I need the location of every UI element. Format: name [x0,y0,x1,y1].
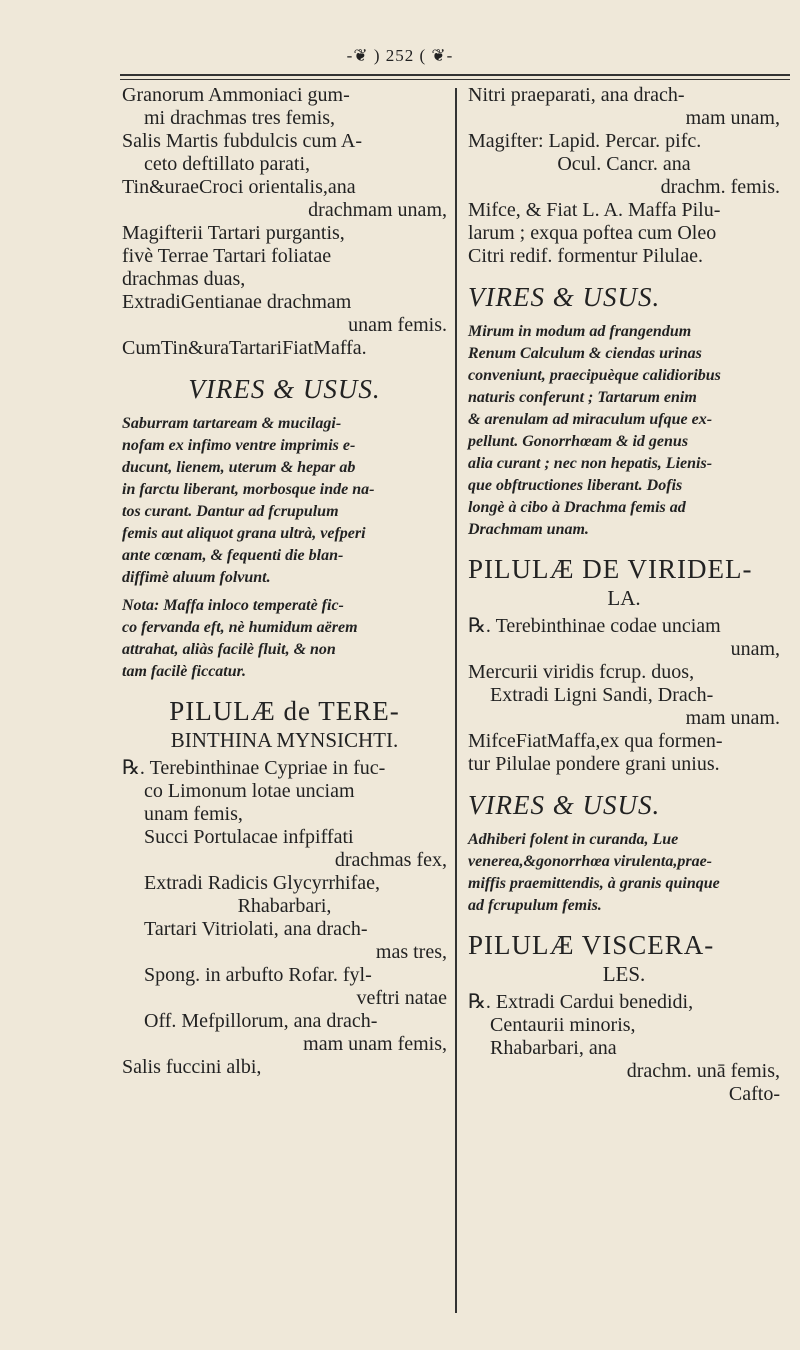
recipe-subtitle: LES. [602,962,646,986]
ingredient-line: tur Pilulae pondere grani unius. [468,753,720,775]
ingredient-line: drachmam unam, [308,199,447,221]
ingredient-line: ℞. Extradi Cardui benedidi, [468,991,694,1013]
ingredient-line: veftri natae [356,987,447,1009]
text-line: & arenulam ad miraculum ufque ex- [468,411,713,428]
catchword: Cafto- [728,1083,780,1105]
text-line: Adhiberi folent in curanda, Lue [468,831,679,848]
text-line: que obftructiones liberant. Dofis [468,477,683,494]
ingredient-line: Nitri praeparati, ana drach- [468,84,685,106]
recipe-title: PILULÆ de TERE- [169,696,400,726]
note-line: attrahat, aliàs facilè fluit, & non [122,641,336,658]
recipe-subtitle: BINTHINA MYNSICHTI. [170,728,399,752]
text-line: conveniunt, praecipuèque calidioribus [468,367,721,384]
ingredient-line: Spong. in arbufto Rofar. fyl- [144,964,372,986]
header-rule [120,74,790,76]
ingredient-line: Granorum Ammoniaci gum- [122,84,350,106]
note-line: co fervanda eft, nè humidum aërem [122,619,358,636]
text-line: longè à cibo à Drachma femis ad [468,499,686,516]
ingredient-line: mas tres, [375,941,447,963]
right-column [468,84,780,1106]
text-line: diffimè aluum folvunt. [122,569,271,586]
page-header: -❦ ) 252 ( ❦- [346,46,454,65]
text-line: alia curant ; nec non hepatis, Lienis- [468,455,713,472]
text-line: venerea,&gonorrhœa virulenta,prae- [468,853,712,870]
ingredient-line: ceto deftillato parati, [144,153,311,175]
text-line: ad fcrupulum femis. [468,897,602,914]
text-line: pellunt. Gonorrhœam & id genus [468,433,689,450]
section-heading: VIRES & USUS. [468,790,661,820]
text-line: in farctu liberant, morbosque inde na- [122,481,375,498]
text-line: tos curant. Dantur ad fcrupulum [122,503,339,520]
ingredient-line: mi drachmas tres femis, [144,107,336,129]
ingredient-line: drachm. unā femis, [626,1060,780,1082]
ingredient-line: mam unam, [685,107,780,129]
ingredient-line: co Limonum lotae unciam [144,780,355,802]
ingredient-line: Salis fuccini albi, [122,1056,262,1078]
ingredient-line: Extradi Ligni Sandi, Drach- [490,684,714,706]
ingredient-line: ℞. Terebinthinae codae unciam [468,615,721,637]
ingredient-line: larum ; exqua poftea cum Oleo [468,222,717,244]
text-line: Drachmam unam. [468,521,589,538]
ingredient-line: drachmas duas, [122,268,246,290]
ingredient-line: Ocul. Cancr. ana [557,153,691,175]
ingredient-line: Mercurii viridis fcrup. duos, [468,661,695,683]
section-heading: VIRES & USUS. [468,282,661,312]
ingredient-line: drachm. femis. [660,176,780,198]
ingredient-line: Tartari Vitriolati, ana drach- [144,918,368,940]
ingredient-line: Salis Martis fubdulcis cum A- [122,130,362,152]
text-line: nofam ex infimo ventre imprimis e- [122,437,356,454]
ingredient-line: Tin&uraeCroci orientalis,ana [122,176,356,198]
ingredient-line: fivè Terrae Tartari foliatae [122,245,332,267]
text-line: ducunt, lienem, uterum & hepar ab [122,459,356,476]
section-heading: VIRES & USUS. [188,374,381,404]
ingredient-line: Mifce, & Fiat L. A. Maffa Pilu- [468,199,721,221]
text-line: Renum Calculum & ciendas urinas [468,345,702,362]
text-line: miffis praemittendis, à granis quinque [468,875,720,892]
ingredient-line: Centaurii minoris, [490,1014,636,1036]
recipe-title: PILULÆ VISCERA- [468,930,715,960]
ingredient-line: Rhabarbari, [237,895,332,917]
ingredient-line: mam unam femis, [303,1033,447,1055]
ingredient-line: unam femis. [348,314,447,336]
column-divider [455,88,457,1313]
header-rule-thin [120,79,790,80]
ingredient-line: Citri redif. formentur Pilulae. [468,245,703,267]
text-line: naturis conferunt ; Tartarum enim [468,389,697,406]
ingredient-line: unam femis, [144,803,243,825]
ingredient-line: Rhabarbari, ana [490,1037,617,1059]
recipe-title: PILULÆ DE VIRIDEL- [468,554,753,584]
ingredient-line: Magifterii Tartari purgantis, [122,222,345,244]
ingredient-line: Extradi Radicis Glycyrrhifae, [144,872,381,894]
ingredient-line: Succi Portulacae infpiffati [144,826,354,848]
text-line: Saburram tartaream & mucilagi- [122,415,342,432]
ingredient-line: CumTin&uraTartariFiatMaffa. [122,337,367,359]
text-line: Mirum in modum ad frangendum [468,323,692,340]
ingredient-line: MifceFiatMaffa,ex qua formen- [468,730,723,752]
ingredient-line: drachmas fex, [334,849,447,871]
ingredient-line: Magifter: Lapid. Percar. pifc. [468,130,702,152]
note-line: tam facilè ficcatur. [122,663,246,680]
ingredient-line: Off. Mefpillorum, ana drach- [144,1010,378,1032]
note-line: Nota: Maffa inloco temperatè fic- [122,597,344,614]
text-line: femis aut aliquot grana ultrà, vefperi [122,525,366,542]
ingredient-line: mam unam. [685,707,780,729]
recipe-subtitle: LA. [607,586,641,610]
ingredient-line: unam, [730,638,780,660]
text-line: ante cœnam, & fequenti die blan- [122,547,344,564]
left-column [122,84,447,1079]
ingredient-line: ExtradiGentianae drachmam [122,291,352,313]
ingredient-line: ℞. Terebinthinae Cypriae in fuc- [122,757,386,779]
